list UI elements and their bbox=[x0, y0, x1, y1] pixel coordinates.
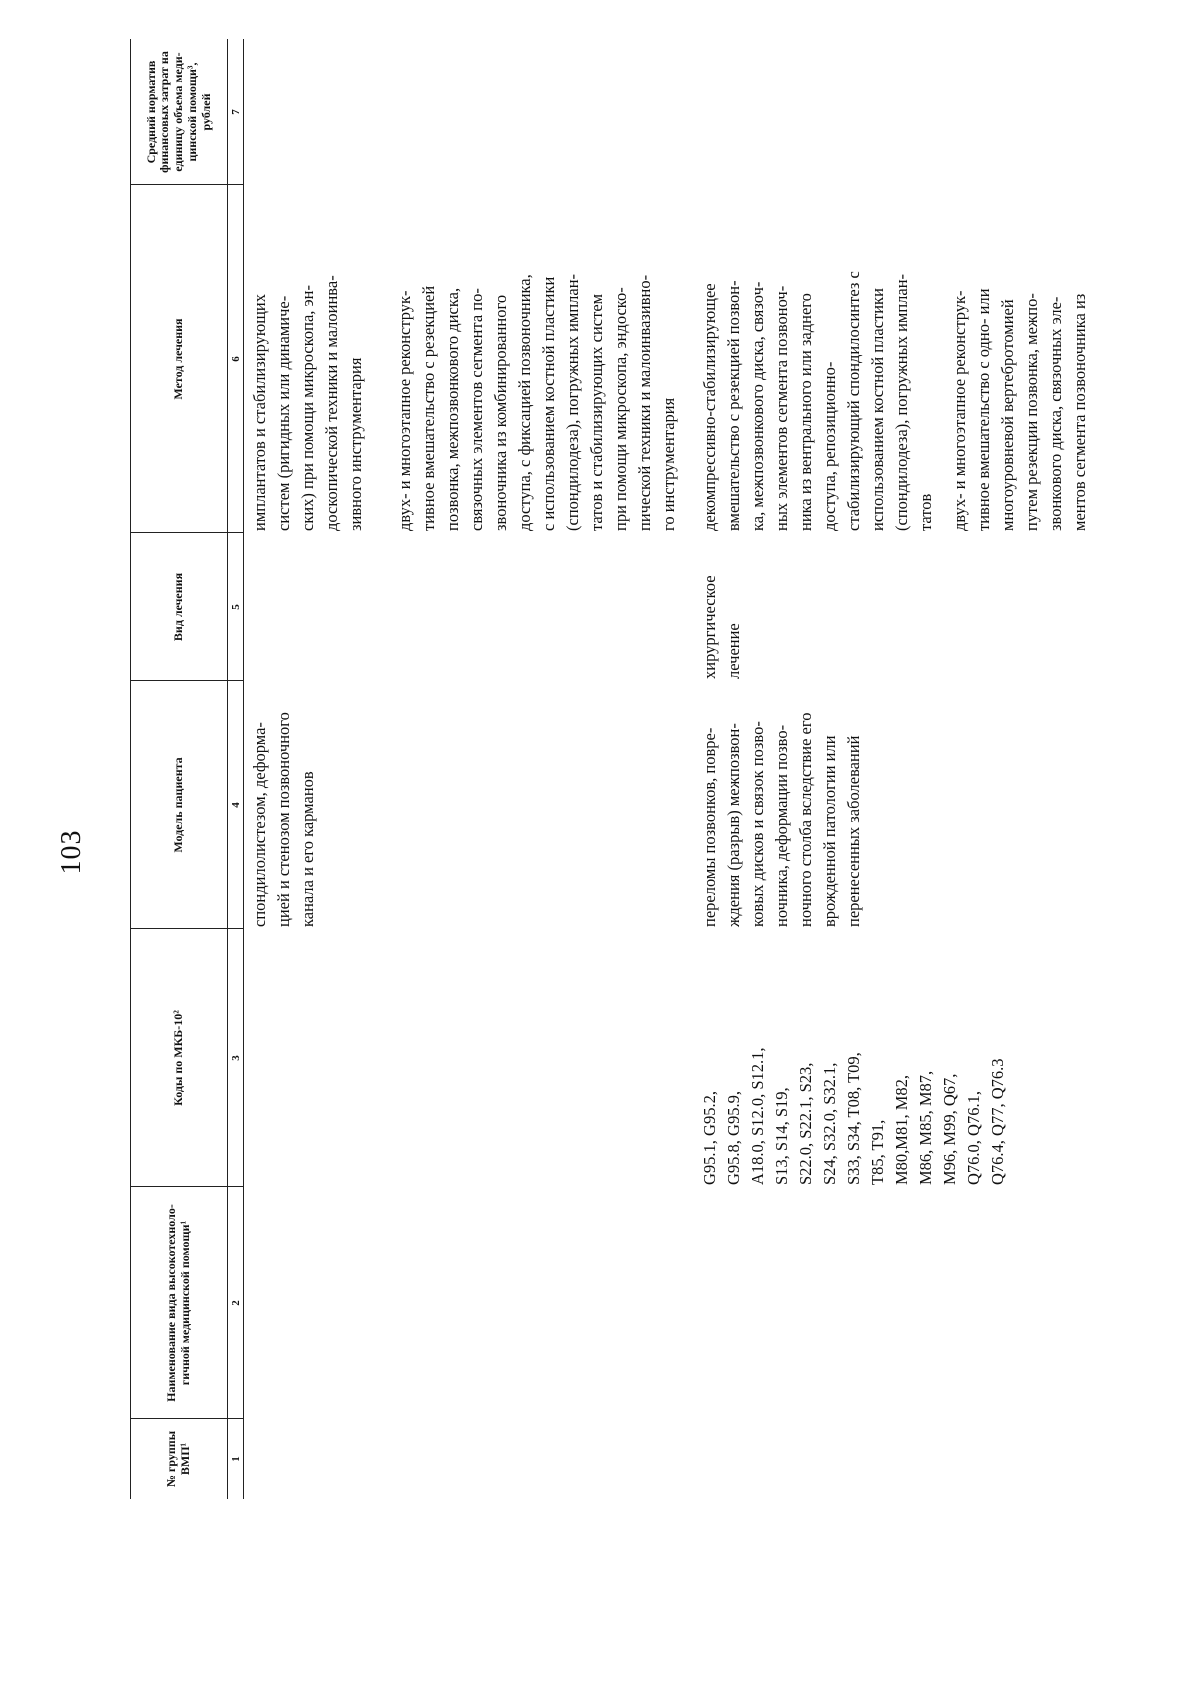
col-number-4: 4 bbox=[230, 802, 242, 808]
col-number-3: 3 bbox=[230, 1055, 242, 1061]
block1-method-b: двух- и многоэтапное реконструк- тивное вмешательство с резекцией позвонка, межпозвонкового диска, связочных элементов сегмента по- звоночника из комбинированного доступа, с фиксацией позвоночника, с использованием костной пластики (спондилодеза), погружных имплан- татов и стабилизирующих систем при помощи микроскопа, эндоско- пической техники и малоинвазивно- го инструментария bbox=[395, 273, 678, 531]
block1-method-a: имплантатов и стабилизирующих систем (ригидных или динамиче- ских) при помощи микроскопа, эн- доскопической техники и малоинва- зивного инструментария bbox=[250, 275, 365, 531]
column-divider bbox=[131, 532, 243, 533]
block2-method-b: двух- и многоэтапное реконструк- тивное вмешательство с одно- или многоуровневой вертебротомией путем резекции позвонка, межпо- звонкового диска, связочных эле- ментов сегмента позвоночника из bbox=[950, 288, 1089, 531]
col-number-6: 6 bbox=[230, 356, 242, 362]
col-number-1: 1 bbox=[230, 1456, 242, 1462]
col-number-2: 2 bbox=[230, 1300, 242, 1306]
table-header bbox=[130, 39, 244, 1499]
block1-patient-model: спондилолистезом, деформа- цией и стенозом позвоночного канала и его карманов bbox=[250, 712, 317, 927]
column-divider bbox=[131, 928, 243, 929]
header-treatment-method: Метод лечения bbox=[171, 318, 186, 400]
column-number-row bbox=[227, 39, 244, 1499]
vmp-table bbox=[130, 39, 1170, 1499]
column-divider bbox=[131, 184, 243, 185]
col-number-7: 7 bbox=[230, 109, 242, 115]
header-cost-norm: Средний норматив финансовых затрат на единицу объема меди-цинской помощи³, рублей bbox=[143, 51, 213, 173]
header-patient-model: Модель пациента bbox=[171, 757, 186, 853]
col-number-5: 5 bbox=[230, 604, 242, 610]
page-number: 103 bbox=[56, 829, 87, 875]
block2-patient-model: переломы позвонков, повре- ждения (разрыв) межпозвон- ковых дисков и связок позво- ночника, деформации позво- ночного столба вследствие его врожденной патологии или перенесенных заболеваний bbox=[700, 712, 863, 927]
block2-method-a: декомпрессивно-стабилизирующее вмешательство с резекцией позвон- ка, межпозвонкового диска, связоч- ных элементов сегмента позвоноч- ника из вентрального или заднего доступа, репозиционно- стабилизирующий спондилосинтез с использованием костной пластики (спондилодеза), погружных имплан- татов bbox=[700, 271, 935, 531]
header-vmp-name: Наименование вида высокотехноло-гичной медицинской помощи¹ bbox=[164, 1204, 192, 1402]
block2-icd-codes: G95.1, G95.2, G95.8, G95.9, A18.0, S12.0, S12.1, S13, S14, S19, S22.0, S22.1, S23, S24, S32.0, S32.1, S33, S34, T08, T09, T85, T91, M80,M81, M82, M86, M85, M87, M96, M99, Q67, Q76.0, Q76.1, Q76.4, Q77, Q76.3 bbox=[700, 1047, 1007, 1185]
block2-treatment-type: хирургическое лечение bbox=[700, 575, 743, 679]
column-divider bbox=[131, 680, 243, 681]
header-group-number: № группы ВМП¹ bbox=[164, 1430, 192, 1488]
column-divider bbox=[131, 1418, 243, 1419]
column-divider bbox=[131, 1186, 243, 1187]
header-treatment-type: Вид лечения bbox=[171, 572, 186, 642]
header-icd-codes: Коды по МКБ-10² bbox=[171, 1010, 186, 1106]
